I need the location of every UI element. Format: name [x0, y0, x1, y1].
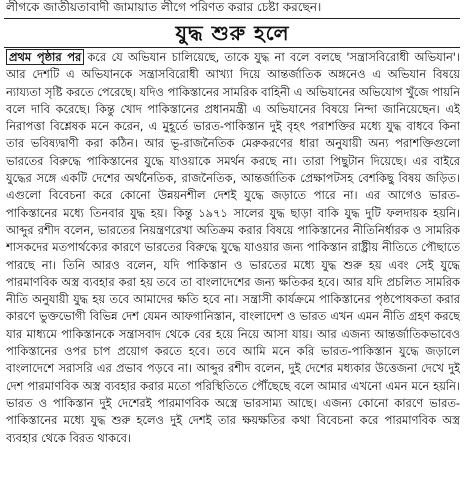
top-divider: [4, 18, 460, 19]
article-text: করে যে অভিযান চালিয়েছে, তাকে যুদ্ধ না বলে বলছে 'সন্ত্রাসবিরোধী অভিযান'। আর দেশটি এ অভিযানকে সন্ত্রাসবিরোধী আখ্যা দিয়ে আন্তর্জাতিক অঙ্গনেও এ অভিযান বিষয়ে ন্যায্যতা সৃষ্টি করতে পেরেছে। যদিও পাকিস্তানের সামরিক বাহিনী এ অভিযানের অভিযোগ খুঁজে পায়নি বলে দাবি করেছে। কিন্তু খোদ পাকিস্তানের প্রধানমন্ত্রী এ অভিযানের বিষয়ে নিন্দা জানিয়েছেন। এই নিরাপত্তা বিশ্লেষক মনে করেন, এ মুহূর্তে ভারত-পাকিস্তান দুই বৃহৎ পরাশক্তির মধ্যে যুদ্ধ বাধবে কিনা তার ভবিষ্যদ্বাণী করা কঠিন। আর ভূ-রাজনৈতিক মেরুকরণের ধারা অনুযায়ী অন্য পরাশক্তিগুলো ভারতের বিরুদ্ধে পাকিস্তানের যুদ্ধে যাওয়াকে সমর্থন করছে না। তারা পিছুটান দিয়েছে। এর বাইরে যুদ্ধের সঙ্গে একটি দেশের অর্থনৈতিক, রাজনৈতিক, আন্তর্জাতিক প্রেক্ষাপটসহ বেশকিছু বিষয় জড়িত। এগুলো বিবেচনা করে কোনো উন্নয়নশীল দেশই যুদ্ধে জড়াতে পারে না। এর আগেও ভারত-পাকিস্তানের মধ্যে তিনবার যুদ্ধ হয়। কিন্তু ১৯৭১ সালের যুদ্ধ ছাড়া বাকি যুদ্ধ দুটি ফলদায়ক হয়নি। আব্দুর রশীদ বলেন, ভারতের নিয়ন্ত্রণরেখা অতিক্রম করার বিষয়ে পাকিস্তানের নীতিনির্ধারক ও সামরিক শাসকদের মতপার্থক্যের কারণে ভারতের বিরুদ্ধে যুদ্ধে যাওয়ার জন্য পাকিস্তান রাষ্ট্রীয় নীতিতে পৌছাতে পারছে না। তিনি আরও বলেন, যদি পাকিস্তান ও ভারতের মধ্যে যুদ্ধ শুরু হয় এবং সেই যুদ্ধে পারমাণবিক অস্ত্র ব্যবহার করা হয় তবে তা বাংলাদেশের জন্য ক্ষতিকর হবে। আর যদি প্রচলিত সামরিক নীতি অনুযায়ী যুদ্ধ হয় তবে আমাদের ক্ষতি হবে না। সন্ত্রাসী কার্যক্রমে পাকিস্তানের পৃষ্ঠপোষকতা করার কারণে ভুক্তভোগী বিভিন্ন দেশ যেমন আফগানিস্তান, বাংলাদেশ ও ভারত এখন এমন নীতি গ্রহণ করছে যার মাধ্যমে পাকিস্তানকে সন্ত্রাসবাদ থেকে বের হয়ে নিয়ে আসা যায়। আর এজন্য আন্তর্জাতিকভাবেও পাকিস্তানের ওপর চাপ প্রয়োগ করতে হবে। তবে আমি মনে করি ভারত-পাকিস্তান যুদ্ধে জড়ালে বাংলাদেশে সরাসরি এর প্রভাব পড়বে না। আব্দুর রশীদ বলেন, দুই দেশের মধ্যকার উত্তেজনা দেখে দুই দেশ পারমাণবিক অস্ত্র ব্যবহার করার মতো পরিস্থিতিতে পৌঁছেছে বলে আমার এখনো এমন মনে হয়নি। ভারত ও পাকিস্তান দুই দেশেরই পারমাণবিক অস্ত্রে ভারসাম্য আছে। এজন্য কোনো কারণে ভারত-পাকিস্তানের মধ্যে যুদ্ধ শুরু হলেও দুই দেশই তার ক্ষয়ক্ষতির কথা বিবেচনা করে পারমাণবিক অস্ত্র ব্যবহার থেকে বিরত থাকবে।: [6, 50, 460, 445]
article-body: [6, 49, 460, 496]
continuation-kicker: প্রথম পৃষ্ঠার পর: [6, 49, 84, 65]
headline-divider: [4, 47, 460, 48]
article-headline: যুদ্ধ শুরু হলে: [175, 21, 290, 45]
previous-article-tail: লীগকে জাতীয়তাবাদী জামায়াত লীগে পরিণত করার চেষ্টা করছেন।: [6, 0, 322, 14]
